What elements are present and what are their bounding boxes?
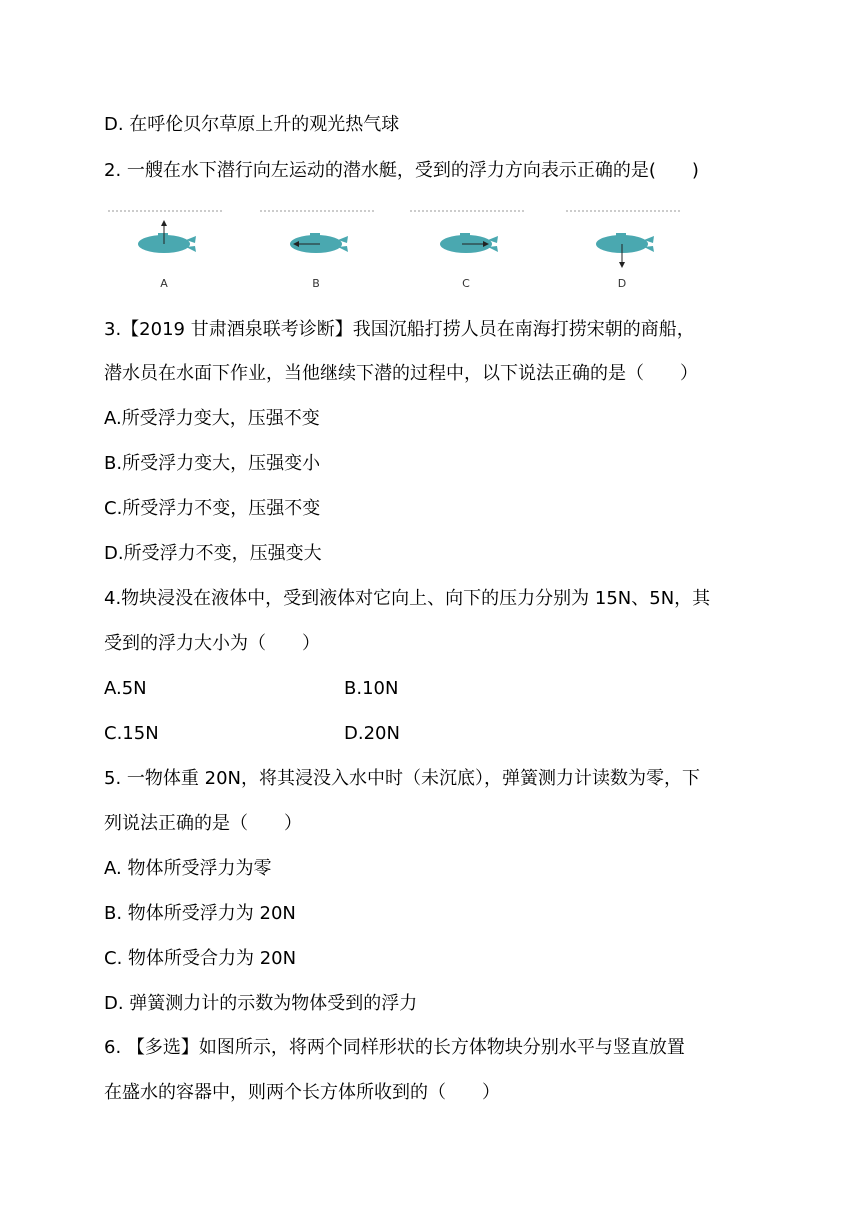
question-6-line-2: 在盛水的容器中，则两个长方体所收到的（ ）: [104, 1082, 500, 1103]
q5-option-c: C. 物体所受合力为 20N: [104, 948, 297, 969]
question-3-line-1: 3.【2019 甘肃酒泉联考诊断】我国沉船打捞人员在南海打捞宋朝的商船，: [104, 319, 695, 340]
submarine-down-arrow-icon: [562, 205, 682, 275]
question-3-line-2: 潜水员在水面下作业，当他继续下潜的过程中，以下说法正确的是（ ）: [104, 363, 698, 384]
q4-option-a: A.5N: [104, 678, 147, 699]
figure-label-a: A: [160, 277, 168, 290]
figure-label-d: D: [617, 277, 627, 290]
question-6-line-1: 6. 【多选】如图所示，将两个同样形状的长方体物块分别水平与竖直放置: [104, 1037, 685, 1058]
q5-option-b: B. 物体所受浮力为 20N: [104, 903, 296, 924]
figure-label-c: C: [462, 277, 470, 290]
question-4-line-1: 4.物块浸没在液体中，受到液体对它向上、向下的压力分别为 15N、5N，其: [104, 588, 711, 609]
q1-option-d: D. 在呼伦贝尔草原上升的观光热气球: [104, 114, 400, 135]
submarine-figure: [104, 205, 724, 300]
q3-option-c: C.所受浮力不变，压强不变: [104, 498, 321, 519]
q4-option-b: B.10N: [344, 678, 399, 699]
submarine-right-arrow-icon: [406, 205, 526, 275]
option-b-figure: [256, 205, 376, 300]
q3-option-a: A.所受浮力变大，压强不变: [104, 408, 320, 429]
question-2: 2. 一艘在水下潜行向左运动的潜水艇，受到的浮力方向表示正确的是( ): [104, 160, 699, 181]
option-d-figure: [562, 205, 682, 300]
question-5-line-2: 列说法正确的是（ ）: [104, 813, 302, 834]
q5-option-a: A. 物体所受浮力为零: [104, 858, 272, 879]
submarine-up-arrow-icon: [104, 205, 224, 275]
question-4-line-2: 受到的浮力大小为（ ）: [104, 633, 320, 654]
q3-option-b: B.所受浮力变大，压强变小: [104, 453, 321, 474]
q5-option-d: D. 弹簧测力计的示数为物体受到的浮力: [104, 993, 418, 1014]
q4-option-d: D.20N: [344, 723, 400, 744]
submarine-left-arrow-icon: [256, 205, 376, 275]
q4-option-c: C.15N: [104, 723, 159, 744]
figure-label-b: B: [312, 277, 320, 290]
question-5-line-1: 5. 一物体重 20N，将其浸没入水中时（未沉底），弹簧测力计读数为零，下: [104, 768, 700, 789]
option-a-figure: [104, 205, 224, 300]
option-c-figure: [406, 205, 526, 300]
q3-option-d: D.所受浮力不变，压强变大: [104, 543, 322, 564]
